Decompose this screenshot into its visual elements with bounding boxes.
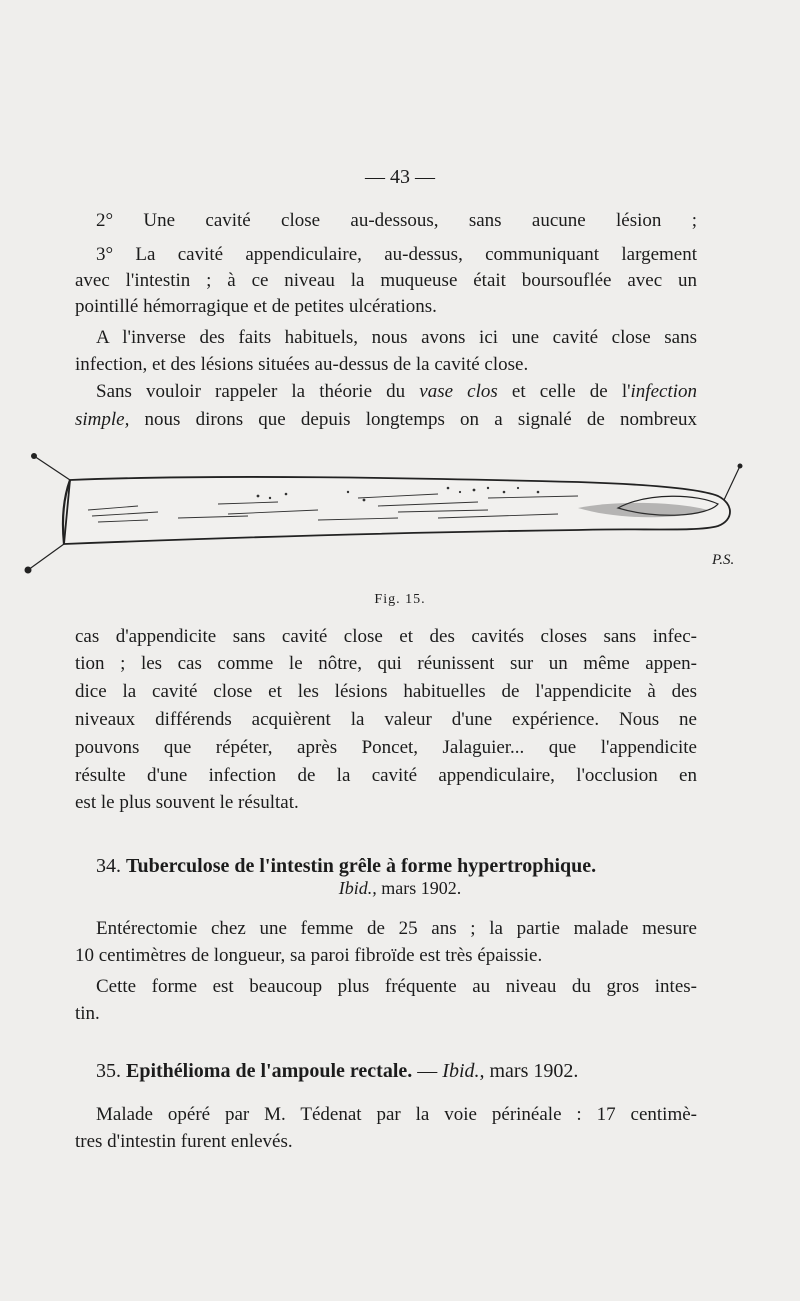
text-line: 2° Une cavité close au-dessous, sans aucune lésion ; xyxy=(96,210,697,231)
text-line-mixed xyxy=(96,379,697,405)
pin-bottom-left xyxy=(28,544,64,570)
source-ibid: Ibid., xyxy=(442,1060,485,1082)
text-span: et celle de l' xyxy=(511,381,631,402)
text-line: dice la cavité close et les lésions habituelles de l'appendicite à des xyxy=(75,681,697,702)
italic-term: simple, xyxy=(75,409,130,430)
text-line: 10 centimètres de longueur, sa paroi fibroïde est très épaissie. xyxy=(75,945,543,966)
section-heading-34 xyxy=(96,853,697,879)
section-heading-35 xyxy=(96,1058,697,1084)
text-line: pouvons que répéter, après Poncet, Jalaguier... que l'appendicite xyxy=(75,737,697,758)
pin-head xyxy=(738,464,743,469)
source-ibid: Ibid., xyxy=(338,878,377,898)
text-line: Cette forme est beaucoup plus fréquente au niveau du gros intes- xyxy=(96,976,697,997)
section-title: Tuberculose de l'intestin grêle à forme hypertrophique. xyxy=(126,855,597,877)
section-source-34 xyxy=(0,878,800,899)
pin-right xyxy=(724,466,740,500)
text-line: tin. xyxy=(75,1003,100,1024)
source-date: mars 1902. xyxy=(489,1060,579,1082)
text-line: résulte d'une infection de la cavité appendiculaire, l'occlusion en xyxy=(75,765,697,786)
text-span: Sans vouloir rappeler la théorie du xyxy=(96,381,406,402)
text-line: cas d'appendicite sans cavité close et des cavités closes sans infec- xyxy=(75,626,697,647)
section-number: 35. xyxy=(96,1060,121,1082)
text-line: 3° La cavité appendiculaire, au-dessus, communiquant largement xyxy=(96,244,697,265)
text-line: A l'inverse des faits habituels, nous avons ici une cavité close sans xyxy=(96,327,697,348)
text-line: tres d'intestin furent enlevés. xyxy=(75,1131,293,1152)
text-line: Malade opéré par M. Tédenat par la voie périnéale : 17 centimè- xyxy=(96,1104,697,1125)
text-line-mixed xyxy=(75,407,697,433)
appendix-illustration xyxy=(18,448,758,588)
section-number: 34. xyxy=(96,855,121,877)
text-line: pointillé hémorragique et de petites ulcérations. xyxy=(75,296,437,317)
source-date: mars 1902. xyxy=(381,878,462,898)
title-dash: — xyxy=(417,1060,438,1082)
pin-head xyxy=(31,453,37,459)
pin-top-left xyxy=(34,456,70,480)
section-title: Epithélioma de l'ampoule rectale. xyxy=(126,1060,413,1082)
page-number: — 43 — xyxy=(365,166,435,188)
text-line: Entérectomie chez une femme de 25 ans ; la partie malade mesure xyxy=(96,918,697,939)
text-span: nous dirons que depuis longtemps on a signalé de nombreux xyxy=(144,409,697,430)
italic-term: vase clos xyxy=(419,381,498,402)
figure-caption: Fig. 15. xyxy=(374,592,426,607)
text-line: tion ; les cas comme le nôtre, qui réunissent sur un même appen- xyxy=(75,653,697,674)
italic-term: infection xyxy=(630,381,698,402)
text-line: niveaux différends acquièrent la valeur d'une expérience. Nous ne xyxy=(75,709,697,730)
text-line: avec l'intestin ; à ce niveau la muqueuse était boursouflée avec un xyxy=(75,270,697,291)
illustrator-signature: P.S. xyxy=(712,552,735,568)
text-line: est le plus souvent le résultat. xyxy=(75,792,299,813)
pin-head xyxy=(25,567,32,574)
text-line: infection, et des lésions situées au-dessus de la cavité close. xyxy=(75,354,529,375)
